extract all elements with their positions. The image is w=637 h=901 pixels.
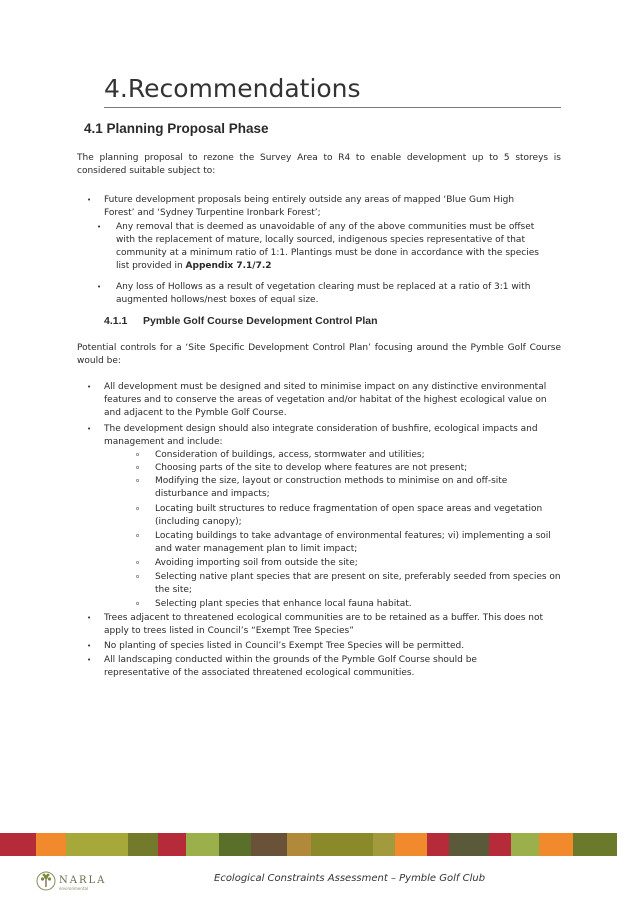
list-item-text: Future development proposals being entirely outside any areas of mapped ‘Blue Gum High Forest’ and ‘Sydney Turpentine Ironbark Forest’; — [104, 195, 515, 218]
stripe-segment — [186, 833, 219, 856]
list-item — [104, 654, 504, 680]
sub-bullet-marker: o — [136, 452, 140, 458]
subsection-heading — [104, 315, 378, 327]
sub-bullet-marker: o — [136, 533, 140, 539]
stripe-segment — [373, 833, 395, 856]
subsection-title: Pymble Golf Course Development Control Plan — [143, 315, 378, 327]
bullet-marker: • — [87, 383, 92, 391]
stripe-segment — [511, 833, 539, 856]
subsection-number: 4.1.1 — [104, 315, 128, 327]
sub-list-item: Locating built structures to reduce fragmentation of open space areas and vegetation (including canopy); — [155, 504, 543, 527]
list-item-text: All landscaping conducted within the grounds of the Pymble Golf Course should be representative of the associated threatened ecological communities. — [104, 655, 477, 678]
tree-logo-icon — [35, 869, 125, 893]
stripe-segment — [158, 833, 186, 856]
chapter-heading: 4.Recommendations — [104, 74, 361, 103]
section-title: 4.1 Planning Proposal Phase — [84, 121, 269, 136]
bullet-marker: • — [87, 196, 92, 204]
logo-text: NARLA — [59, 875, 107, 886]
stripe-segment — [36, 833, 66, 856]
list-item — [116, 281, 548, 307]
sub-bullet-marker: o — [136, 478, 140, 484]
narla-logo — [35, 869, 125, 893]
bullet-marker: • — [97, 283, 102, 291]
list-item-text: No planting of species listed in Council’s Exempt Tree Species will be permitted. — [104, 641, 465, 651]
sub-bullet-marker: o — [136, 465, 140, 471]
sub-list-item: Modifying the size, layout or construction methods to minimise on and off-site disturbance and impacts; — [155, 476, 508, 499]
list-item-text: Any removal that is deemed as unavoidable of any of the above communities must be offset with the replacement of mature, locally sourced, indigenous species representative of that community at a minimum ratio of 1:1. Plantings must be done in accordance with the species list provided in — [116, 222, 539, 271]
stripe-segment — [311, 833, 373, 856]
sub-bullet-marker: o — [136, 506, 140, 512]
stripe-segment — [489, 833, 511, 856]
stripe-segment — [0, 833, 36, 856]
bullet-marker: • — [87, 642, 92, 650]
intro-paragraph: The planning proposal to rezone the Survey Area to R4 to enable development up to 5 storeys is considered suitable subject to: — [77, 153, 561, 176]
bullet-marker: • — [87, 656, 92, 664]
stripe-segment — [573, 833, 617, 856]
list-item — [104, 640, 562, 653]
list-item — [104, 423, 562, 449]
sub-bullet-marker: o — [136, 560, 140, 566]
stripe-segment — [539, 833, 573, 856]
stripe-segment — [219, 833, 251, 856]
stripe-segment — [287, 833, 311, 856]
stripe-segment — [66, 833, 128, 856]
bullet-marker: • — [87, 614, 92, 622]
bullet-marker: • — [87, 425, 92, 433]
footer-color-stripe — [0, 833, 637, 856]
list-item-text: Trees adjacent to threatened ecological communities are to be retained as a buffer. This does not apply to trees listed in Council’s “Exempt Tree Species” — [104, 613, 544, 636]
sub-list-item: Selecting native plant species that are present on site, preferably seeded from species on the site; — [155, 572, 561, 595]
appendix-reference: Appendix 7.1/7.2 — [185, 261, 272, 271]
footer-document-title: Ecological Constraints Assessment – Pymble Golf Club — [214, 873, 486, 884]
list-item — [116, 221, 546, 273]
list-item-text: All development must be designed and sited to minimise impact on any distinctive environmental features and to conserve the areas of vegetation and/or habitat of the highest ecological value on and adjacent to the Pymble Golf Course. — [104, 382, 547, 418]
list-item — [104, 194, 544, 220]
sub-bullet-marker: o — [136, 574, 140, 580]
stripe-segment — [251, 833, 287, 856]
sub-list-item: Choosing parts of the site to develop where features are not present; — [155, 463, 468, 473]
stripe-segment — [128, 833, 158, 856]
sub-list-item: Avoiding importing soil from outside the site; — [155, 558, 358, 568]
sub-list-item: Consideration of buildings, access, stormwater and utilities; — [155, 450, 425, 460]
bullet-marker: • — [97, 223, 102, 231]
sub-list-item: Locating buildings to take advantage of environmental features; vi) implementing a soil and water management plan to limit impact; — [155, 531, 551, 554]
intro-paragraph-2: Potential controls for a ‘Site Specific Development Control Plan’ focusing around the Pymble Golf Course would be: — [77, 343, 561, 366]
heading-rule — [104, 107, 561, 108]
logo-subtext: environmental — [59, 886, 89, 891]
sub-bullet-marker: o — [136, 601, 140, 607]
list-item-text: The development design should also integrate consideration of bushfire, ecological impacts and management and include: — [104, 424, 538, 447]
list-item — [104, 612, 566, 638]
stripe-segment — [449, 833, 489, 856]
sub-list-item: Selecting plant species that enhance local fauna habitat. — [155, 599, 412, 609]
list-item — [104, 381, 562, 420]
stripe-segment — [427, 833, 449, 856]
stripe-segment — [395, 833, 427, 856]
list-item-text: Any loss of Hollows as a result of vegetation clearing must be replaced at a ratio of 3:1 with augmented hollows/nest boxes of equal size. — [116, 282, 531, 305]
